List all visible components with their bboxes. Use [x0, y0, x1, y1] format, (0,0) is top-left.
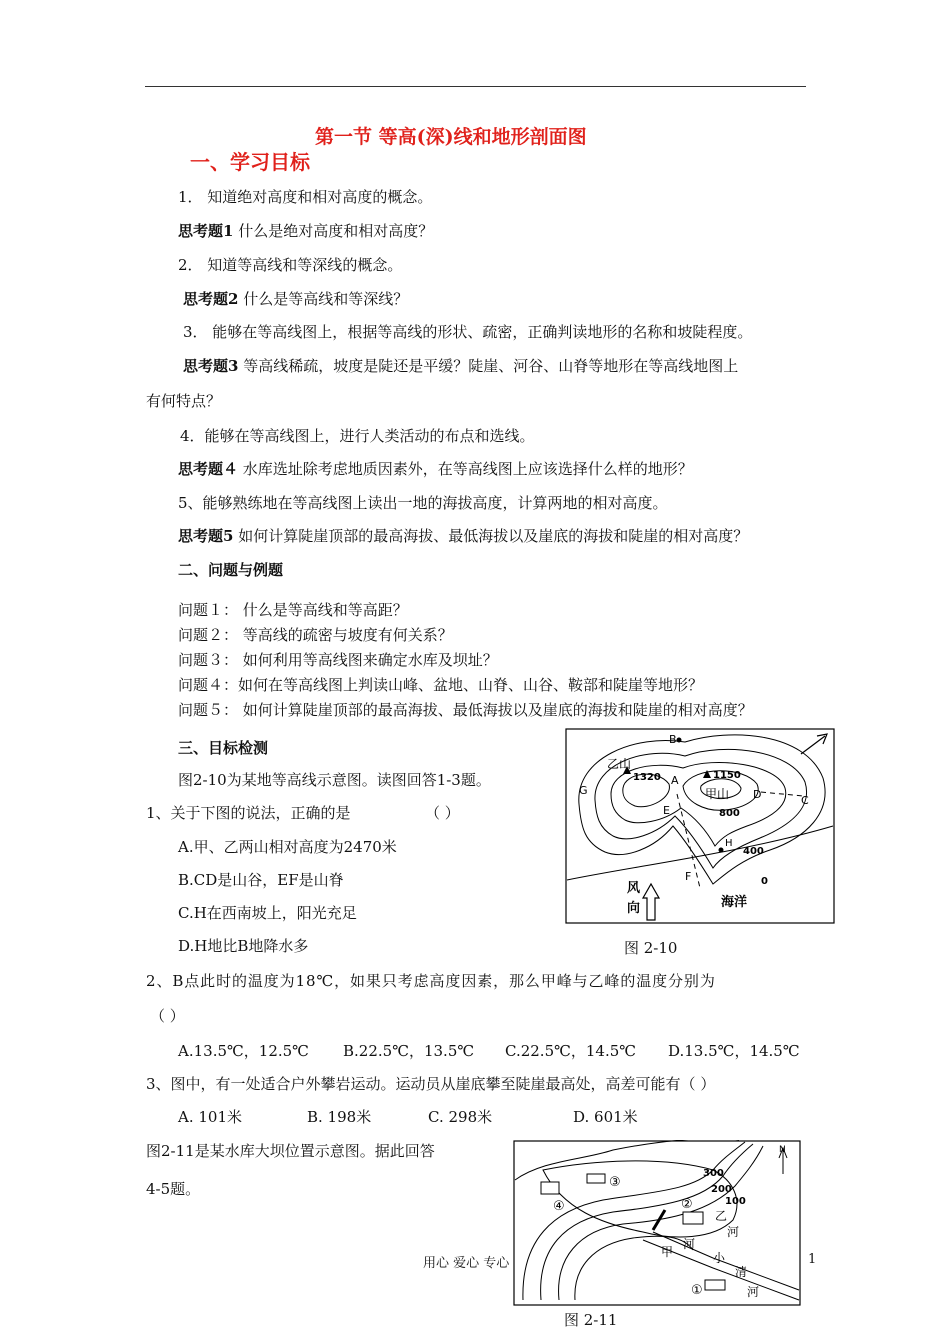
- q3-option-b: B. 198米: [307, 1108, 372, 1126]
- think-3-text: 等高线稀疏，坡度是陡还是平缓？陡崖、河谷、山脊等地形在等高线地图上: [238, 357, 739, 375]
- label-wind-1: 风: [627, 881, 641, 896]
- label-yi: 乙: [715, 1209, 728, 1223]
- q3-option-c: C. 298米: [428, 1108, 493, 1126]
- marker-4: ④: [553, 1199, 565, 1214]
- section-2-heading: 二、问题与例题: [178, 561, 284, 579]
- question-1: 问题１： 什么是等高线和等高距？: [178, 601, 408, 619]
- marker-1: ①: [691, 1283, 703, 1298]
- label-jia: 甲: [661, 1245, 674, 1259]
- label-c: C: [801, 794, 809, 807]
- label-xiao: 小: [713, 1251, 726, 1265]
- q1-paren: （ ）: [425, 804, 460, 822]
- think-4-text: 水库选址除考虑地质因素外，在等高线图上应该选择什么样的地形？: [238, 460, 693, 478]
- think-3-cont: 有何特点？: [146, 392, 222, 410]
- q3-stem: 3、图中，有一处适合户外攀岩运动。运动员从崖底攀至陡崖最高处，高差可能有（ ）: [146, 1075, 716, 1093]
- think-2: [183, 289, 408, 309]
- q2-option-d: D.13.5℃，14.5℃: [668, 1042, 800, 1060]
- q3-option-d: D. 601米: [573, 1108, 638, 1126]
- q1-option-b: B.CD是山谷，EF是山脊: [178, 871, 344, 889]
- label-400: 400: [743, 846, 764, 857]
- marker-2: ②: [681, 1197, 693, 1212]
- figure-2-11: [513, 1140, 801, 1306]
- think-5: [178, 526, 748, 546]
- label-a: A: [671, 774, 679, 787]
- figure-2-11-caption: 图 2-11: [564, 1311, 618, 1329]
- think-1-label: 思考题1: [178, 222, 234, 240]
- q1-option-c: C.H在西南坡上，阳光充足: [178, 904, 357, 922]
- q1-stem: 1、关于下图的说法，正确的是: [146, 804, 351, 822]
- think-4: [178, 459, 693, 479]
- figure-2-10-caption: 图 2-10: [624, 939, 678, 957]
- label-f: F: [685, 870, 692, 883]
- label-b: B: [669, 733, 677, 746]
- label-qing: 清: [735, 1265, 748, 1279]
- think-3-label: 思考题3: [183, 357, 239, 375]
- think-5-label: 思考题5: [178, 527, 234, 545]
- label-jia-shan: 甲山: [705, 787, 730, 801]
- section-3-heading: 三、目标检测: [178, 739, 269, 757]
- question-5: 问题５： 如何计算陡崖顶部的最高海拔、最低海拔以及崖底的海拔和陡崖的相对高度？: [178, 701, 753, 719]
- intro-fig-2-11-line2: 4-5题。: [146, 1180, 201, 1198]
- label-north: N: [779, 1145, 786, 1155]
- goal-2: 2． 知道等高线和等深线的概念。: [178, 256, 403, 274]
- label-d: D: [753, 788, 762, 801]
- label-jia-peak: 1150: [713, 770, 741, 781]
- label-wind-2: 向: [627, 901, 641, 916]
- page-number: 1: [808, 1252, 817, 1267]
- think-3: [183, 356, 738, 376]
- goal-5: 5、能够熟练地在等高线图上读出一地的海拔高度，计算两地的相对高度。: [178, 494, 668, 512]
- think-1: [178, 221, 433, 241]
- q2-option-c: C.22.5℃，14.5℃: [505, 1042, 637, 1060]
- goal-3: 3． 能够在等高线图上，根据等高线的形状、疏密，正确判读地形的名称和坡陡程度。: [183, 323, 753, 341]
- label-h: H: [725, 838, 733, 849]
- think-1-text: 什么是绝对高度和相对高度？: [233, 222, 434, 240]
- label-g: G: [579, 784, 588, 797]
- label-he-2: 河: [683, 1237, 696, 1251]
- q3-option-a: A. 101米: [178, 1108, 242, 1126]
- label-yi-peak: 1320: [633, 772, 661, 783]
- goal-4: 4．能够在等高线图上，进行人类活动的布点和选线。: [180, 427, 535, 445]
- label-300: 300: [703, 1168, 724, 1179]
- q2-paren: （ ）: [150, 1007, 185, 1025]
- label-800: 800: [719, 808, 740, 819]
- label-0: 0: [761, 876, 768, 887]
- section-1-heading: 一、学习目标: [190, 150, 310, 174]
- question-2: 问题２： 等高线的疏密与坡度有何关系？: [178, 626, 453, 644]
- label-e: E: [663, 804, 670, 817]
- label-he-3: 河: [747, 1285, 760, 1299]
- think-2-text: 什么是等高线和等深线？: [238, 290, 409, 308]
- page-title: 第一节 等高(深)线和地形剖面图: [315, 126, 587, 148]
- label-sea: 海洋: [721, 895, 748, 910]
- label-yi-shan: 乙山: [607, 757, 632, 771]
- think-2-label: 思考题2: [183, 290, 239, 308]
- marker-3: ③: [609, 1175, 621, 1190]
- q2-stem: 2、B点此时的温度为18℃，如果只考虑高度因素，那么甲峰与乙峰的温度分别为: [146, 972, 716, 990]
- think-5-text: 如何计算陡崖顶部的最高海拔、最低海拔以及崖底的海拔和陡崖的相对高度？: [233, 527, 749, 545]
- q1-option-a: A.甲、乙两山相对高度为2470米: [178, 838, 397, 856]
- think-4-label: 思考题４: [178, 460, 239, 478]
- label-200: 200: [711, 1184, 732, 1195]
- question-4: 问题４：如何在等高线图上判读山峰、盆地、山脊、山谷、鞍部和陡崖等地形？: [178, 676, 704, 694]
- intro-fig-2-11-line1: 图2-11是某水库大坝位置示意图。据此回答: [146, 1142, 435, 1160]
- footer-text: 用心 爱心 专心: [423, 1256, 510, 1271]
- intro-fig-2-10: 图2-10为某地等高线示意图。读图回答1-3题。: [178, 771, 491, 789]
- top-rule: [145, 86, 806, 87]
- reservoir-map-2-11: [513, 1140, 801, 1306]
- question-3: 问题３： 如何利用等高线图来确定水库及坝址？: [178, 651, 498, 669]
- q2-option-a: A.13.5℃，12.5℃: [178, 1042, 309, 1060]
- q2-option-b: B.22.5℃，13.5℃: [343, 1042, 475, 1060]
- label-he-1: 河: [727, 1225, 740, 1239]
- label-100: 100: [725, 1196, 746, 1207]
- figure-2-10: [565, 728, 835, 924]
- contour-map-2-10: [565, 728, 835, 924]
- goal-1: 1． 知道绝对高度和相对高度的概念。: [178, 188, 433, 206]
- q1-option-d: D.H地比B地降水多: [178, 937, 309, 955]
